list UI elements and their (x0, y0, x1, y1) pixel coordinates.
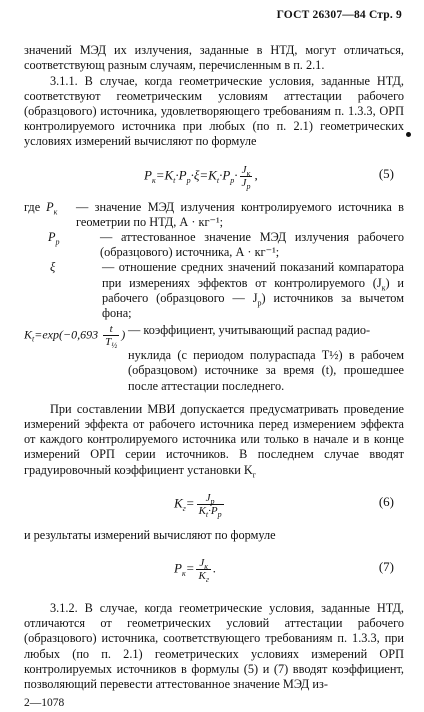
formula-5-number: (5) (378, 165, 394, 181)
paragraph-result: и результаты измерений вычисляют по формуле (24, 527, 276, 542)
page-footer: 2—1078 (24, 697, 65, 710)
paragraph-mvi: При составлении МВИ допускается предусматривать проведение измерений эффекта от рабочего источника перед измерением эффекта от каждого контролируемого источника или только в начале и в конце измерений ОРП серии источников. В последнем случае вводят градуировочный коэффициент установки $K_г$ (24, 401, 404, 480)
paragraph-3-1-2: 3.1.2. В случае, когда геометрические условия, заданные НТД, отличаются от геометрических условий аттестации рабочего (образцового) источника, соответствующего требованиям п. 1.3.3, при любых (по п. 2.1) геометрических условиях измерений ОРП контролируемых источников в формулы (5) и (7) вводят коэффициент, позволяющий перевести аттестованное значение МЭД из- (24, 601, 404, 692)
definition-kt-continuation: нуклида (с периодом полураспада T½) в рабочем (образцовом) источнике за время (t), прошедшее после аттестации последнего. (128, 348, 404, 393)
definition-kt-text: — коэффициент, учитывающий распад радио- (128, 323, 371, 338)
definition-kt (24, 323, 404, 351)
formula-6 (24, 488, 404, 518)
definition-xi-text: — отношение средних значений показаний компаратора при измерениях эффектов от контролируемого $(J_к)$ и рабочего (образцового — $J_р$) источников за вычетом фона; (102, 260, 404, 321)
definition-pp: $P_р$ — аттестованное значение МЭД излучения рабочего (образцового) источника, А · кг⁻¹; (48, 230, 404, 260)
margin-mark (406, 132, 411, 137)
formula-7 (24, 553, 404, 583)
document-page (24, 8, 404, 712)
definitions-list (24, 200, 404, 322)
paragraph-continuation: значений МЭД их излучения, заданные в НТД, могут отличаться, соответствующ разным случаям, перечисленным в п. 2.1. (24, 43, 404, 73)
formula-6-number: (6) (378, 493, 394, 509)
formula-7-expression: $P_к=$ $\frac{J_к}{K_г}$ . (174, 557, 217, 585)
formula-6-expression: $K_г=$ $\frac{J_р}{K_t\cdot P_р}$ (174, 491, 222, 520)
kt-formula: $K_t=\exp(-0,693$ $\frac{t}{T_{\frac{1}{2}}}$ ) (24, 323, 126, 351)
definition-xi: ξ — отношение средних значений показаний компаратора при измерениях эффектов от контролируемого $(J_к)$ и рабочего (образцового — $J_р$) источников за вычетом фона; (50, 260, 404, 321)
definition-pk: где $P_к$ — значение МЭД излучения контролируемого источника в геометрии по НТД, А · кг⁻¹; (24, 199, 404, 229)
definition-pp-text: — аттестованное значение МЭД излучения рабочего (образцового) источника, А · кг⁻¹; (100, 230, 404, 260)
definition-pk-text: — значение МЭД излучения контролируемого источника в геометрии по НТД, А · кг⁻¹; (76, 199, 404, 229)
formula-7-number: (7) (378, 559, 394, 575)
formula-5 (24, 160, 404, 190)
definitions-lead: где (24, 199, 41, 214)
page-header: ГОСТ 26307—84 Стр. 9 (276, 9, 402, 21)
formula-5-expression: $P_к=K_t\cdot P_р\cdot\xi=K_t\cdot P_р\cdot$ $\frac{J_к}{J_р}$ , (144, 163, 258, 191)
paragraph-3-1-1: 3.1.1. В случае, когда геометрические условия, заданные НТД, соответствуют геометрическим условиям аттестации рабочего (образцового) источника, удовлетворяющего требованиям п. 1.3.3, ОРП контролируемого источника при любых (по п. 2.1) геометрических условиях измерений вычисляют по формуле (24, 73, 404, 149)
